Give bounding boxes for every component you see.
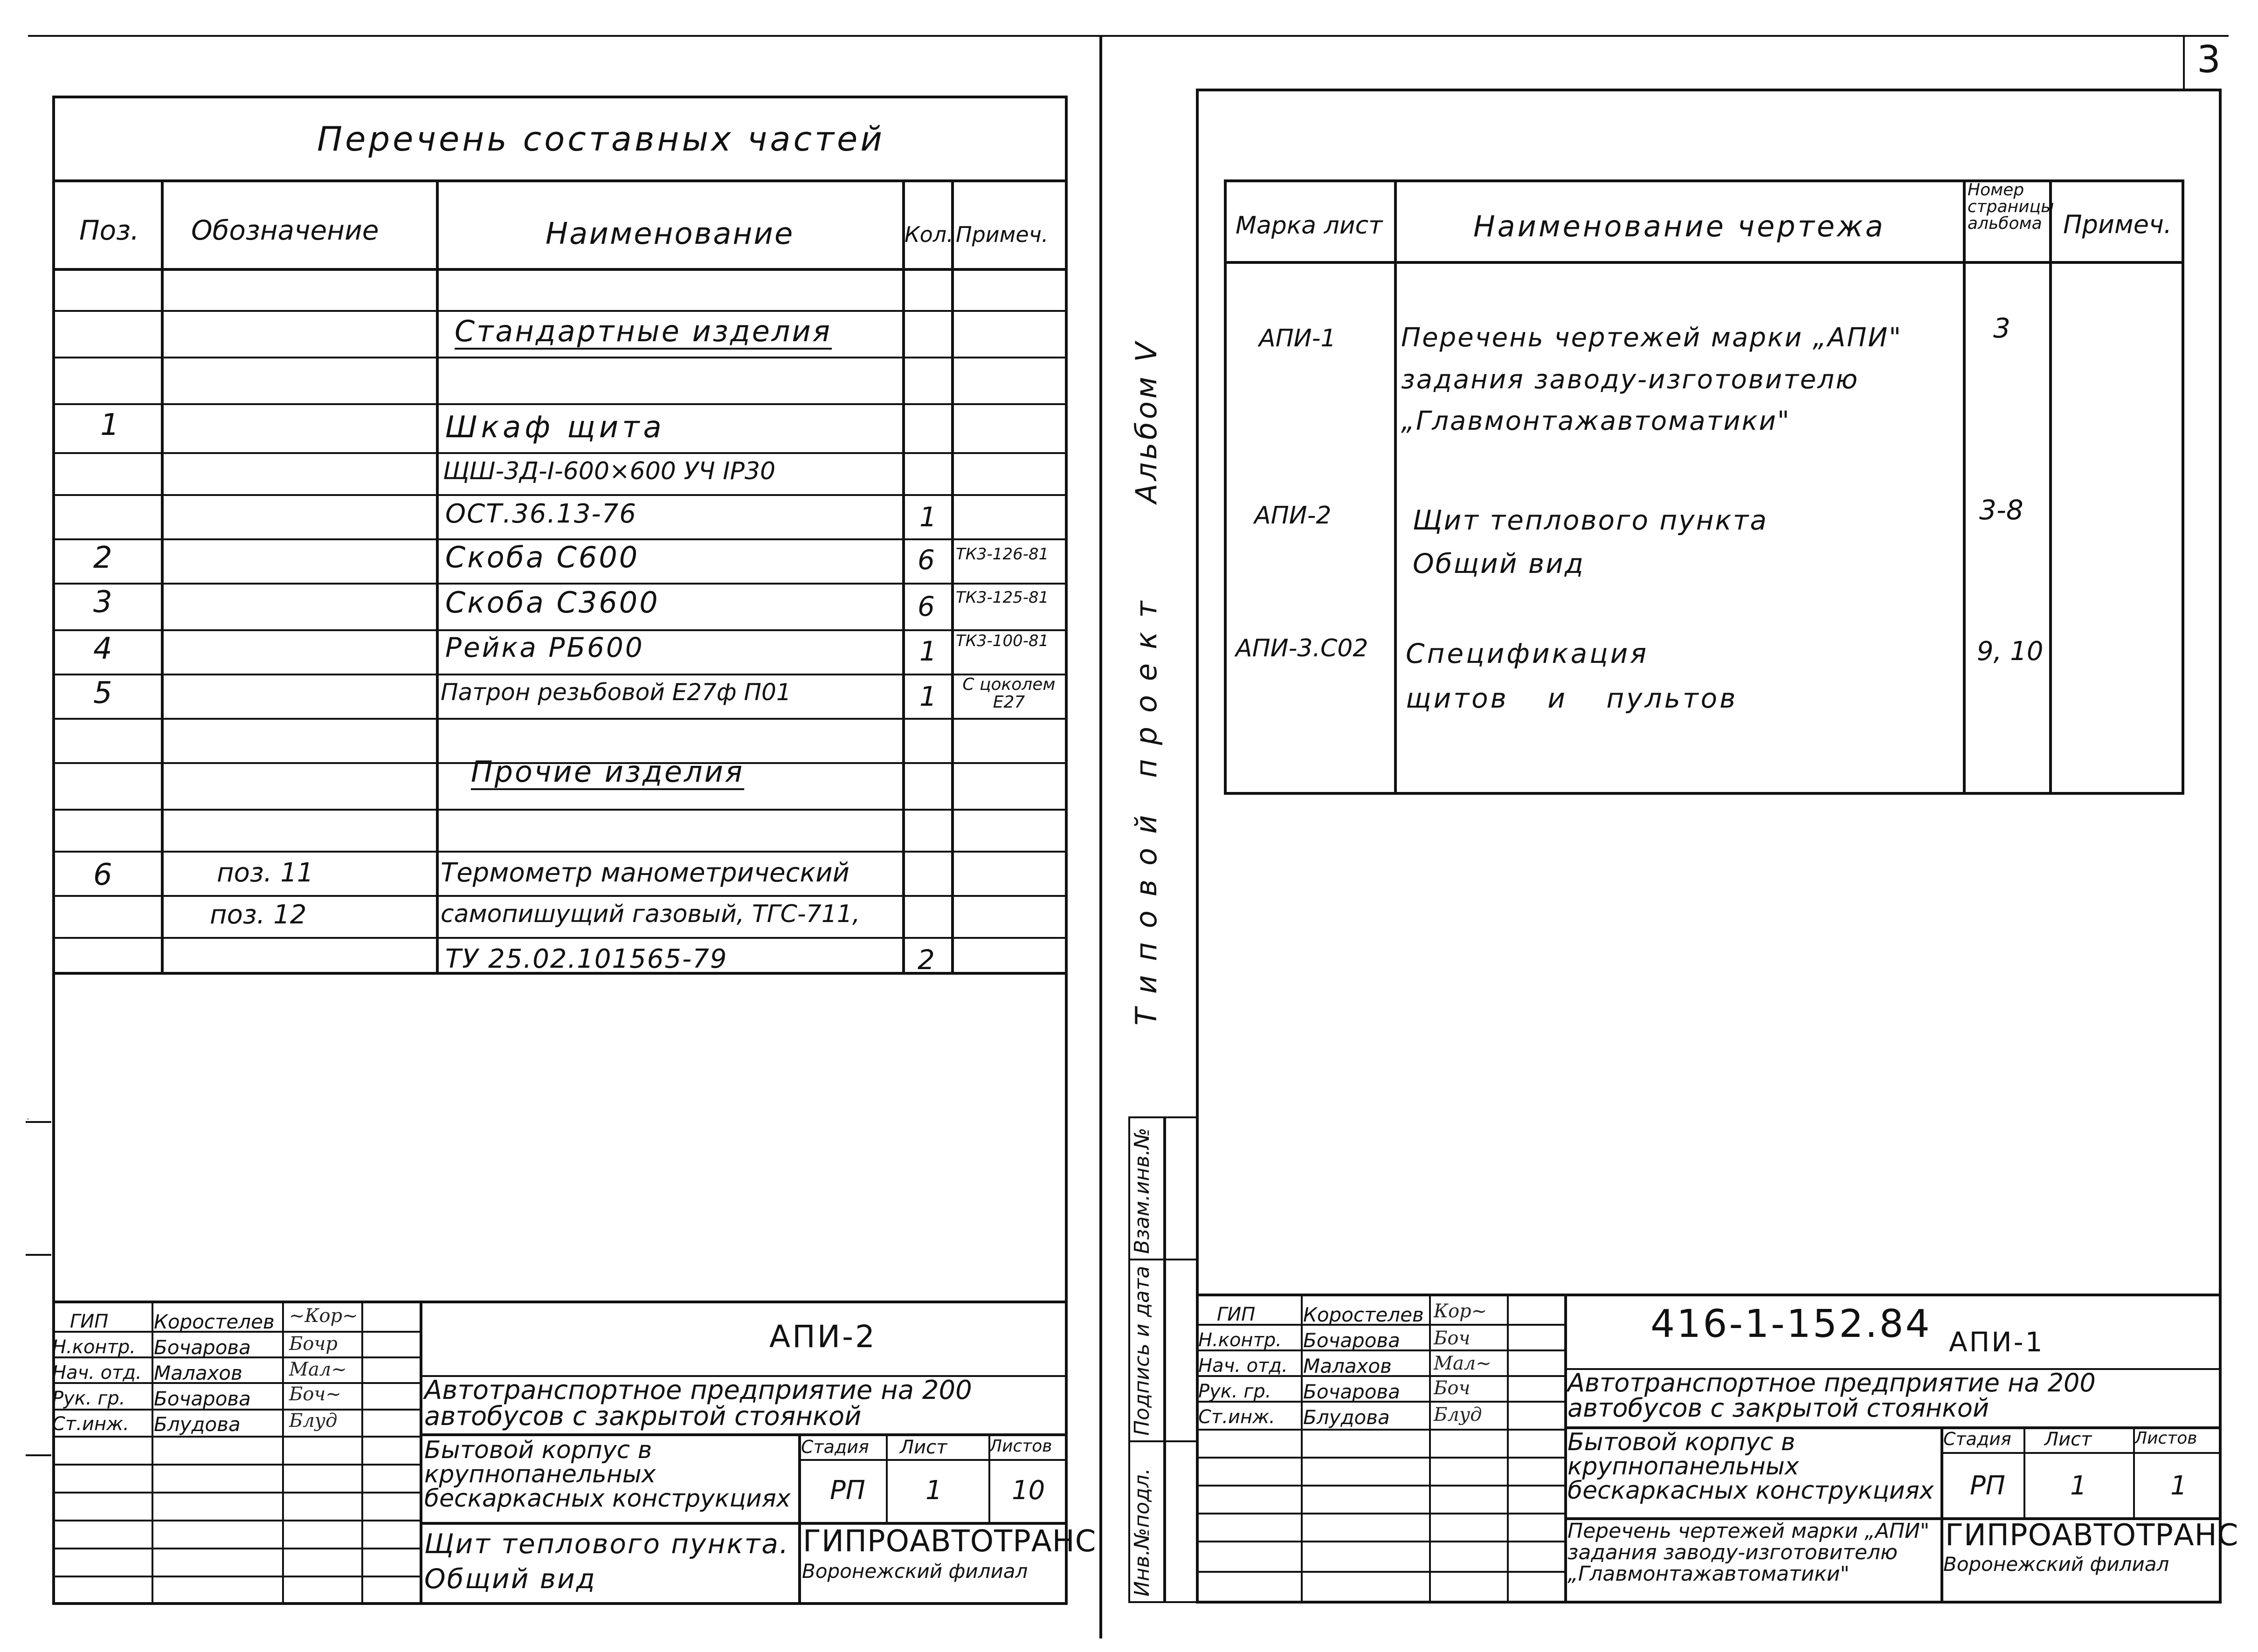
drawing-mark: АПИ-1: [1259, 324, 1336, 352]
left-tb-sheets-label: Листов: [989, 1437, 1052, 1456]
left-col-line-2: [436, 179, 439, 972]
drawing-list-col: [1963, 179, 1966, 795]
left-title-bottom-line: [52, 179, 1068, 182]
left-tb-building: Бытовой корпус в крупнопанельных бескаркасных конструкциях: [424, 1436, 791, 1513]
signature-mark: Кор~: [1434, 1301, 1487, 1322]
right-tb-col: [1301, 1294, 1303, 1604]
left-tb-role: Ст.инж.: [52, 1413, 129, 1435]
right-tb-sheet: 1: [2070, 1471, 2087, 1501]
right-tb-sep: [1564, 1294, 1567, 1604]
left-row-line: [52, 403, 1068, 405]
drawing-list-col: [1394, 179, 1397, 795]
left-tb-org: ГИПРОАВТОТРАНС: [803, 1524, 1097, 1559]
row-pos: 4: [93, 632, 112, 666]
left-row-line: [52, 718, 1068, 720]
left-tb-sheet: 1: [925, 1475, 942, 1506]
signature-mark: ~Кор~: [289, 1305, 358, 1327]
left-tb-row: [52, 1520, 420, 1521]
right-tb-col: [2023, 1426, 2025, 1517]
left-tb-person: Блудова: [154, 1413, 241, 1436]
left-tb-sheets: 10: [1012, 1475, 1045, 1506]
left-header-name: Наименование: [546, 217, 794, 251]
row-name: Патрон резьбовой Е27ф П01: [441, 679, 791, 706]
right-tb-role: Нач. отд.: [1198, 1355, 1288, 1377]
left-row-line: [52, 629, 1068, 631]
stamp-line: [1128, 1440, 1198, 1442]
row-name: ТУ 25.02.101565-79: [445, 944, 728, 974]
right-tb-top-line: [1196, 1294, 2222, 1296]
row-note: С цоколем Е27: [962, 675, 1056, 712]
row-pos: 1: [100, 408, 119, 442]
left-tb-col: [282, 1301, 284, 1605]
left-tb-code: АПИ-2: [769, 1319, 877, 1355]
left-col-line-4: [951, 179, 954, 972]
right-tb-code: АПИ-1: [1949, 1326, 2044, 1358]
left-tb-col: [361, 1301, 363, 1605]
right-tb-person: Коростелев: [1303, 1303, 1424, 1326]
right-header-page: Номер страницы альбома: [1968, 180, 2054, 233]
signature-mark: Боч: [1434, 1328, 1471, 1349]
left-row-line: [52, 310, 1068, 312]
row-pos: 5: [93, 676, 112, 710]
center-fold-line: [1099, 35, 1102, 1638]
right-header-mark: Марка лист: [1236, 212, 1383, 240]
row-name: Термометр манометрический: [441, 858, 850, 888]
row-qty: 1: [919, 501, 937, 533]
row-name: Шкаф щита: [445, 410, 665, 445]
drawing-page: 9, 10: [1977, 636, 2044, 667]
left-table-title: Перечень составных частей: [317, 119, 885, 158]
right-tb-person: Бочарова: [1303, 1380, 1400, 1403]
right-tb-row: [1196, 1457, 1564, 1459]
left-row-line: [52, 674, 1068, 675]
spine-project-type: Типовой проект: [1129, 587, 1163, 1026]
left-tb-row: [52, 1436, 420, 1438]
right-tb-row: [1196, 1571, 1564, 1573]
top-border-line: [28, 35, 2229, 37]
left-col-line-3: [902, 179, 905, 972]
spine-album: Альбом V: [1129, 339, 1163, 503]
row-name: самопишущий газовый, ТГС-711,: [441, 900, 860, 928]
left-tb-row: [52, 1576, 420, 1577]
left-tb-project: Автотранспортное предприятие на 200 автобусов с закрытой стоянкой: [424, 1375, 972, 1432]
page-number-box-left: [2183, 35, 2185, 91]
drawing-name: Щит теплового пункта Общий вид: [1413, 504, 1768, 579]
left-tb-top-line: [52, 1301, 1068, 1303]
left-edge-tick-a: [26, 1121, 51, 1123]
row-pos: 3: [93, 585, 112, 620]
right-tb-sheets: 1: [2170, 1471, 2187, 1501]
row-name: Скоба С600: [445, 540, 640, 574]
left-section-standard: Стандартные изделия: [455, 314, 832, 348]
left-tb-person: Бочарова: [154, 1336, 251, 1359]
drawing-name: Перечень чертежей марки „АПИ" задания заводу-изготовителю „Главмонтажавтоматики": [1401, 323, 1902, 437]
row-note: ТК3-100-81: [956, 632, 1049, 650]
drawing-mark: АПИ-2: [1254, 502, 1332, 530]
signature-mark: Мал~: [289, 1359, 347, 1380]
stamp-swap: Взам.инв.№: [1130, 1128, 1154, 1254]
left-tb-stage-label: Стадия: [801, 1437, 869, 1457]
right-tb-person: Малахов: [1303, 1355, 1392, 1377]
right-tb-role: Н.контр.: [1198, 1329, 1282, 1351]
signature-mark: Блуд: [289, 1410, 338, 1432]
row-qty: 1: [919, 681, 937, 712]
right-tb-person: Бочарова: [1303, 1329, 1400, 1352]
right-tb-project: Автотранспортное предприятие на 200 автобусов с закрытой стоянкой: [1567, 1368, 2096, 1423]
right-tb-row: [1196, 1429, 1564, 1431]
right-tb-building: Бытовой корпус в крупнопанельных бескаркасных конструкциях: [1567, 1428, 1934, 1505]
row-name: Рейка РБ600: [445, 632, 644, 663]
left-row-line: [52, 937, 1068, 939]
right-tb-row: [1196, 1513, 1564, 1514]
right-tb-role: ГИП: [1217, 1304, 1256, 1325]
left-tb-role: Нач. отд.: [52, 1362, 142, 1384]
left-row-line: [52, 357, 1068, 358]
row-qty: 6: [918, 591, 935, 622]
row-pos: 6: [93, 858, 112, 892]
left-row-line: [52, 895, 1068, 897]
signature-mark: Блуд: [1434, 1404, 1482, 1425]
row-note: ТК3-126-81: [956, 545, 1049, 564]
left-header-qty: Кол.: [905, 222, 953, 247]
left-header-designation: Обозначение: [191, 214, 379, 246]
right-header-name: Наименование чертежа: [1473, 209, 1885, 243]
row-qty: 2: [918, 944, 935, 976]
left-tb-row: [52, 1464, 420, 1466]
left-tb-sep: [420, 1301, 422, 1605]
drawing-name: Спецификация щитов и пультов: [1406, 638, 1738, 714]
left-header-pos: Поз.: [79, 214, 139, 246]
right-tb-stage: РП: [1970, 1471, 2005, 1501]
row-name: ЩШ-3Д-I-600×600 УЧ IP30: [443, 457, 776, 485]
left-section-other: Прочие изделия: [471, 755, 745, 789]
left-tb-stage: РП: [830, 1475, 865, 1506]
left-tb-sheet-label: Лист: [900, 1437, 947, 1458]
left-tb-row: [52, 1492, 420, 1494]
drawing-page: 3-8: [1979, 494, 2023, 526]
signature-mark: Бочр: [289, 1333, 338, 1355]
row-qty: 6: [918, 544, 935, 576]
left-tb-person: Малахов: [154, 1362, 242, 1384]
page-number: 3: [2197, 38, 2221, 81]
left-edge-tick-c: [26, 1454, 51, 1456]
right-tb-role: Ст.инж.: [1198, 1406, 1275, 1428]
row-designation: поз. 11: [217, 858, 314, 888]
stamp-sign: Подпись и дата: [1130, 1266, 1154, 1436]
stamp-inv: Инв.№подл.: [1130, 1468, 1154, 1597]
row-designation: поз. 12: [210, 900, 307, 930]
left-tb-person: Бочарова: [154, 1387, 251, 1410]
left-row-line: [52, 583, 1068, 585]
left-tb-col: [152, 1301, 153, 1605]
signature-mark: Мал~: [1434, 1353, 1492, 1374]
signature-mark: Боч~: [289, 1384, 341, 1405]
right-tb-stage-label: Стадия: [1943, 1429, 2011, 1449]
left-row-line: [52, 452, 1068, 454]
left-tb-branch: Воронежский филиал: [802, 1560, 1028, 1583]
right-tb-branch: Воронежский филиал: [1943, 1553, 2169, 1576]
left-tb-line: [798, 1459, 1068, 1461]
drawing-list-col: [2049, 179, 2052, 795]
left-tb-sheet-title: Щит теплового пункта. Общий вид: [424, 1528, 790, 1595]
right-tb-row: [1196, 1485, 1564, 1487]
stamp-line: [1128, 1601, 1198, 1603]
right-tb-col: [1507, 1294, 1509, 1604]
stamp-line: [1128, 1259, 1198, 1260]
signature-mark: Боч: [1434, 1377, 1471, 1399]
right-tb-col: [1429, 1294, 1431, 1604]
left-tb-person: Коростелев: [154, 1310, 275, 1333]
right-tb-sheet-label: Лист: [2044, 1429, 2092, 1450]
left-tb-col: [886, 1433, 888, 1522]
row-note: ТК3-125-81: [956, 588, 1049, 607]
drawing-page: 3: [1993, 312, 2010, 344]
row-pos: 2: [93, 541, 112, 575]
right-tb-row: [1196, 1541, 1564, 1542]
left-row-line: [52, 494, 1068, 496]
right-tb-line: [1940, 1452, 2222, 1454]
drawing-list-header-line: [1224, 261, 2184, 264]
left-row-line: [52, 851, 1068, 853]
row-qty: 1: [919, 635, 937, 667]
left-col-line-1: [161, 179, 164, 972]
left-tb-role: Рук. гр.: [52, 1388, 125, 1409]
right-tb-role: Рук. гр.: [1198, 1381, 1271, 1402]
right-tb-sheets-label: Листов: [2134, 1429, 2197, 1448]
stamp-line: [1128, 1116, 1198, 1118]
right-header-note: Примеч.: [2063, 210, 2172, 239]
left-tb-role: Н.контр.: [52, 1336, 136, 1358]
left-header-bottom-line: [52, 268, 1068, 271]
left-row-line: [52, 809, 1068, 811]
right-tb-sheet-title: Перечень чертежей марки „АПИ" задания заводу-изготовителю „Главмонтажавтоматики": [1567, 1519, 1930, 1586]
row-name: ОСТ.36.13-76: [445, 499, 637, 529]
left-edge-tick-b: [26, 1254, 51, 1256]
stamp-col-mid: [1163, 1116, 1166, 1601]
right-tb-org: ГИПРОАВТОТРАНС: [1945, 1518, 2239, 1553]
left-header-note: Примеч.: [956, 222, 1049, 247]
drawing-mark: АПИ-3.С02: [1236, 634, 1368, 662]
right-tb-person: Блудова: [1303, 1406, 1390, 1429]
right-tb-doc-number: 416-1-152.84: [1650, 1302, 1932, 1346]
row-name: Скоба С3600: [445, 585, 660, 620]
left-tb-row: [52, 1548, 420, 1549]
left-tb-role: ГИП: [70, 1311, 109, 1332]
